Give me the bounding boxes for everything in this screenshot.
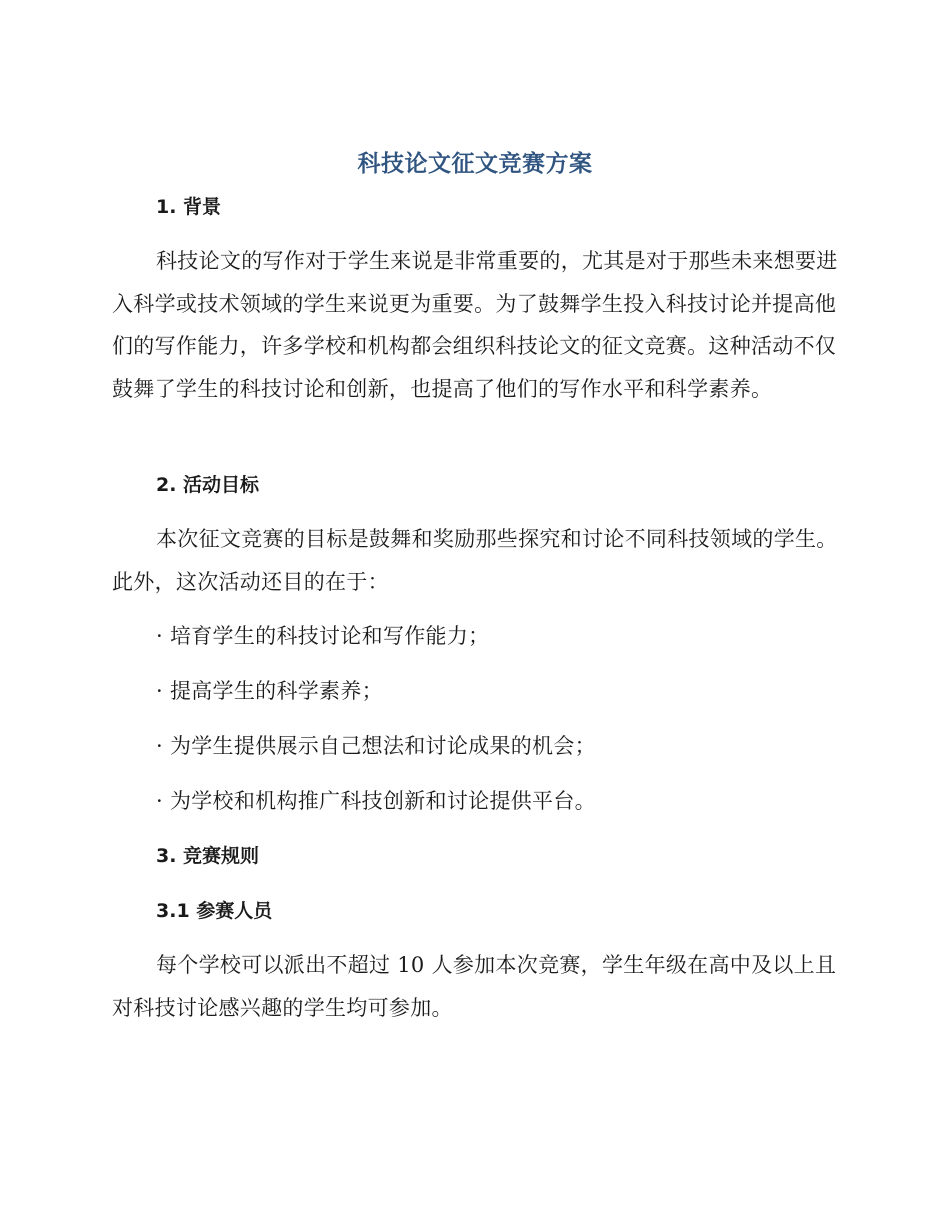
goal-bullet-item: · 培育学生的科技讨论和写作能力；: [156, 624, 490, 648]
goal-bullet-item: · 为学生提供展示自己想法和讨论成果的机会；: [156, 734, 596, 758]
goal-bullet-item: · 提高学生的科学素养；: [156, 679, 383, 703]
background-paragraph: 科技论文的写作对于学生来说是非常重要的，尤其是对于那些未来想要进入科学或技术领域的学生来说更为重要。为了鼓舞学生投入科技讨论并提高他们的写作能力，许多学校和机构都会组织科技论文的征文竞赛。这种活动不仅鼓舞了学生的科技讨论和创新，也提高了他们的写作水平和科学素养。: [112, 249, 838, 401]
participants-paragraph: 每个学校可以派出不超过 10 人参加本次竞赛，学生年级在高中及以上且对科技讨论感兴趣的学生均可参加。: [112, 953, 837, 1020]
subsection-heading-participants: 3.1 参赛人员: [156, 900, 273, 922]
document-title: 科技论文征文竞赛方案: [357, 151, 593, 177]
goal-bullet-item: · 为学校和机构推广科技创新和讨论提供平台。: [156, 789, 596, 813]
section-heading-rules: 3. 竞赛规则: [156, 845, 260, 867]
section-heading-background: 1. 背景: [156, 196, 222, 218]
section-heading-goals: 2. 活动目标: [156, 474, 260, 496]
goals-paragraph: 本次征文竞赛的目标是鼓舞和奖励那些探究和讨论不同科技领域的学生。此外，这次活动还目的在于：: [112, 527, 838, 594]
